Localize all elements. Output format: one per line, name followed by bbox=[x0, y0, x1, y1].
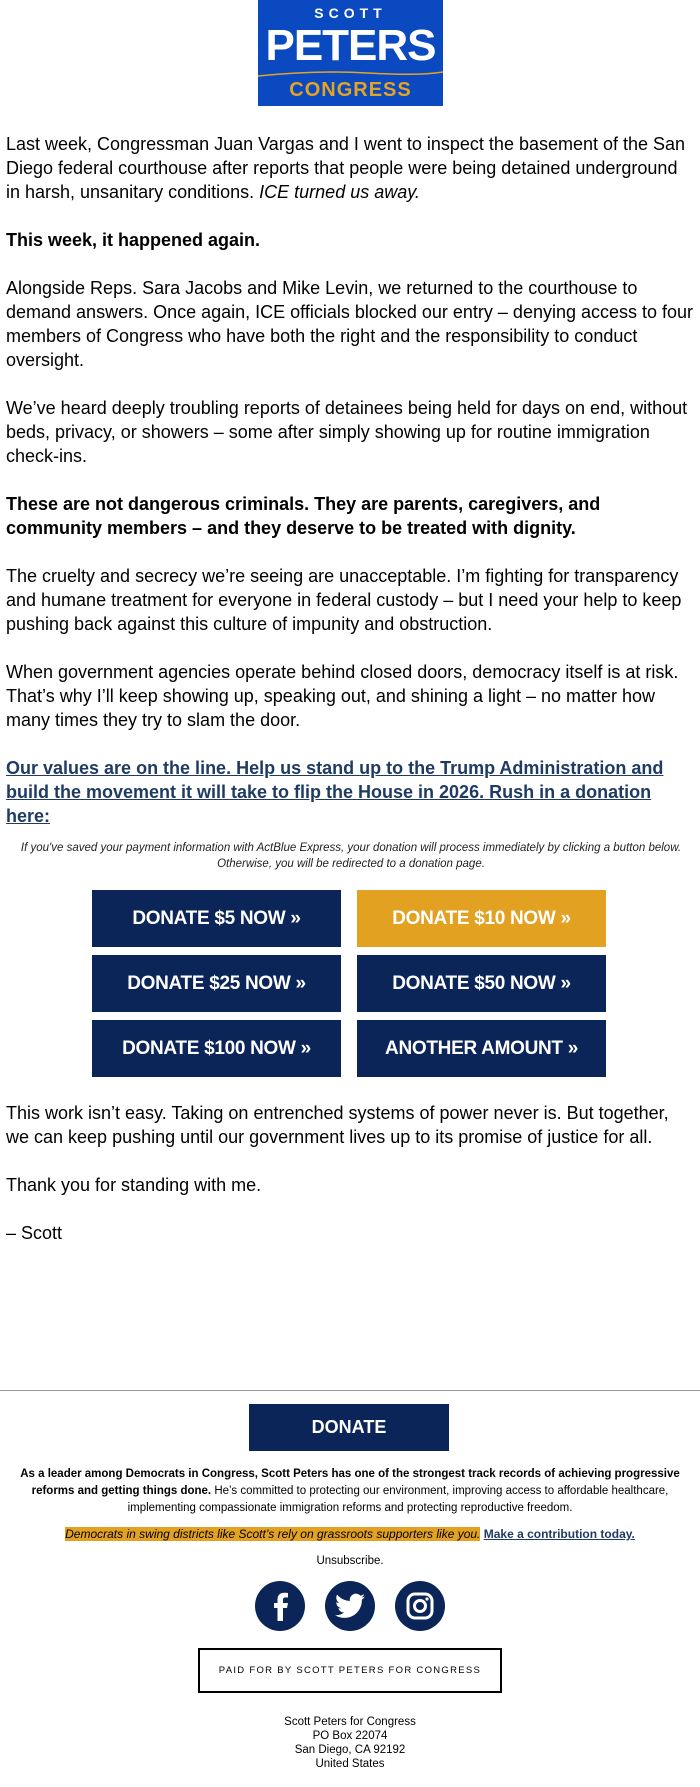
actblue-note: If you've saved your payment information with ActBlue Express, your donation will process immediately by clicking a button below. Otherwise, you will be redirected to a donation page. bbox=[20, 842, 682, 870]
address-line: PO Box 22074 bbox=[312, 1730, 388, 1742]
paragraph-7: When government agencies operate behind closed doors, democracy itself is at risk. That’s why I’ll keep showing up, speaking out, and shining a light – no matter how many times they try to slam the door. bbox=[6, 662, 679, 730]
logo-scott: SCOTT bbox=[314, 5, 387, 21]
address-line: United States bbox=[315, 1758, 385, 1770]
email-body bbox=[6, 132, 696, 1390]
paragraph-6: The cruelty and secrecy we’re seeing are unacceptable. I’m fighting for transparency and humane treatment for everyone in federal custody – but I need your help to keep pushing back against this culture of impunity and obstruction. bbox=[6, 566, 682, 634]
about-text bbox=[0, 1466, 700, 1517]
about-bold: As a leader among Democrats in Congress, Scott Peters has one of the strongest track records of achieving progressive reforms and getting things done. bbox=[20, 1468, 680, 1497]
address-line: Scott Peters for Congress bbox=[284, 1716, 416, 1728]
p1-text: Last week, Congressman Juan Vargas and I went to inspect the basement of the San Diego federal courthouse after reports that people were being detained underground in harsh, unsanitary conditions. bbox=[6, 134, 686, 202]
twitter-icon[interactable] bbox=[325, 1581, 375, 1631]
donate-25-button[interactable]: DONATE $25 NOW » bbox=[92, 955, 341, 1012]
logo-congress: CONGRESS bbox=[289, 79, 412, 101]
address-line: San Diego, CA 92192 bbox=[294, 1744, 406, 1756]
paragraph-8: This work isn’t easy. Taking on entrenched systems of power never is. But together, we can keep pushing until our government lives up to its promise of justice for all. bbox=[6, 1103, 669, 1147]
footer-divider bbox=[0, 1390, 700, 1391]
swing-line bbox=[0, 1526, 700, 1543]
footer-donate-button[interactable]: DONATE bbox=[249, 1404, 449, 1451]
paragraph-3: Alongside Reps. Sara Jacobs and Mike Levin, we returned to the courthouse to demand answers. Once again, ICE officials blocked our entry – denying access to four members of Congress who have both the right and the responsibility to conduct oversight. bbox=[6, 278, 694, 370]
facebook-icon[interactable] bbox=[255, 1581, 305, 1631]
paragraph-4: We’ve heard deeply troubling reports of detainees being held for days on end, without beds, privacy, or showers – some after simply showing up for routine immigration check-ins. bbox=[6, 398, 688, 466]
logo-peters: PETERS bbox=[265, 21, 436, 70]
p1-italic: ICE turned us away. bbox=[259, 182, 420, 202]
signoff: – Scott bbox=[6, 1223, 63, 1243]
donation-buttons bbox=[92, 890, 696, 1077]
contribute-link[interactable]: Make a contribution today. bbox=[483, 1527, 635, 1541]
logo-wave bbox=[258, 70, 443, 78]
donate-5-button[interactable]: DONATE $5 NOW » bbox=[92, 890, 341, 947]
paid-for-disclaimer: PAID FOR BY SCOTT PETERS FOR CONGRESS bbox=[198, 1648, 502, 1693]
paragraph-2: This week, it happened again. bbox=[6, 230, 261, 250]
social-links bbox=[255, 1581, 700, 1631]
logo bbox=[258, 0, 443, 106]
paragraph-5: These are not dangerous criminals. They are parents, caregivers, and community members – and they deserve to be treated with dignity. bbox=[6, 494, 601, 538]
donate-50-button[interactable]: DONATE $50 NOW » bbox=[357, 955, 606, 1012]
paragraph-1 bbox=[6, 132, 696, 204]
donate-10-button[interactable]: DONATE $10 NOW » bbox=[357, 890, 606, 947]
donate-100-button[interactable]: DONATE $100 NOW » bbox=[92, 1020, 341, 1077]
cta-link[interactable]: Our values are on the line. Help us stand up to the Trump Administration and build the movement it will take to flip the House in 2026. Rush in a donation here: bbox=[6, 758, 664, 826]
about-rest: He’s committed to protecting our environment, improving access to affordable healthcare, implementing compassionate immigration reforms and protecting reproductive freedom. bbox=[127, 1485, 669, 1514]
unsubscribe-link[interactable]: Unsubscribe. bbox=[316, 1555, 384, 1567]
instagram-icon[interactable] bbox=[395, 1581, 445, 1631]
paragraph-9: Thank you for standing with me. bbox=[6, 1175, 262, 1195]
another-amount-button[interactable]: ANOTHER AMOUNT » bbox=[357, 1020, 606, 1077]
mailing-address bbox=[0, 1715, 700, 1771]
swing-highlight: Democrats in swing districts like Scott’s rely on grassroots supporters like you. bbox=[65, 1527, 481, 1541]
